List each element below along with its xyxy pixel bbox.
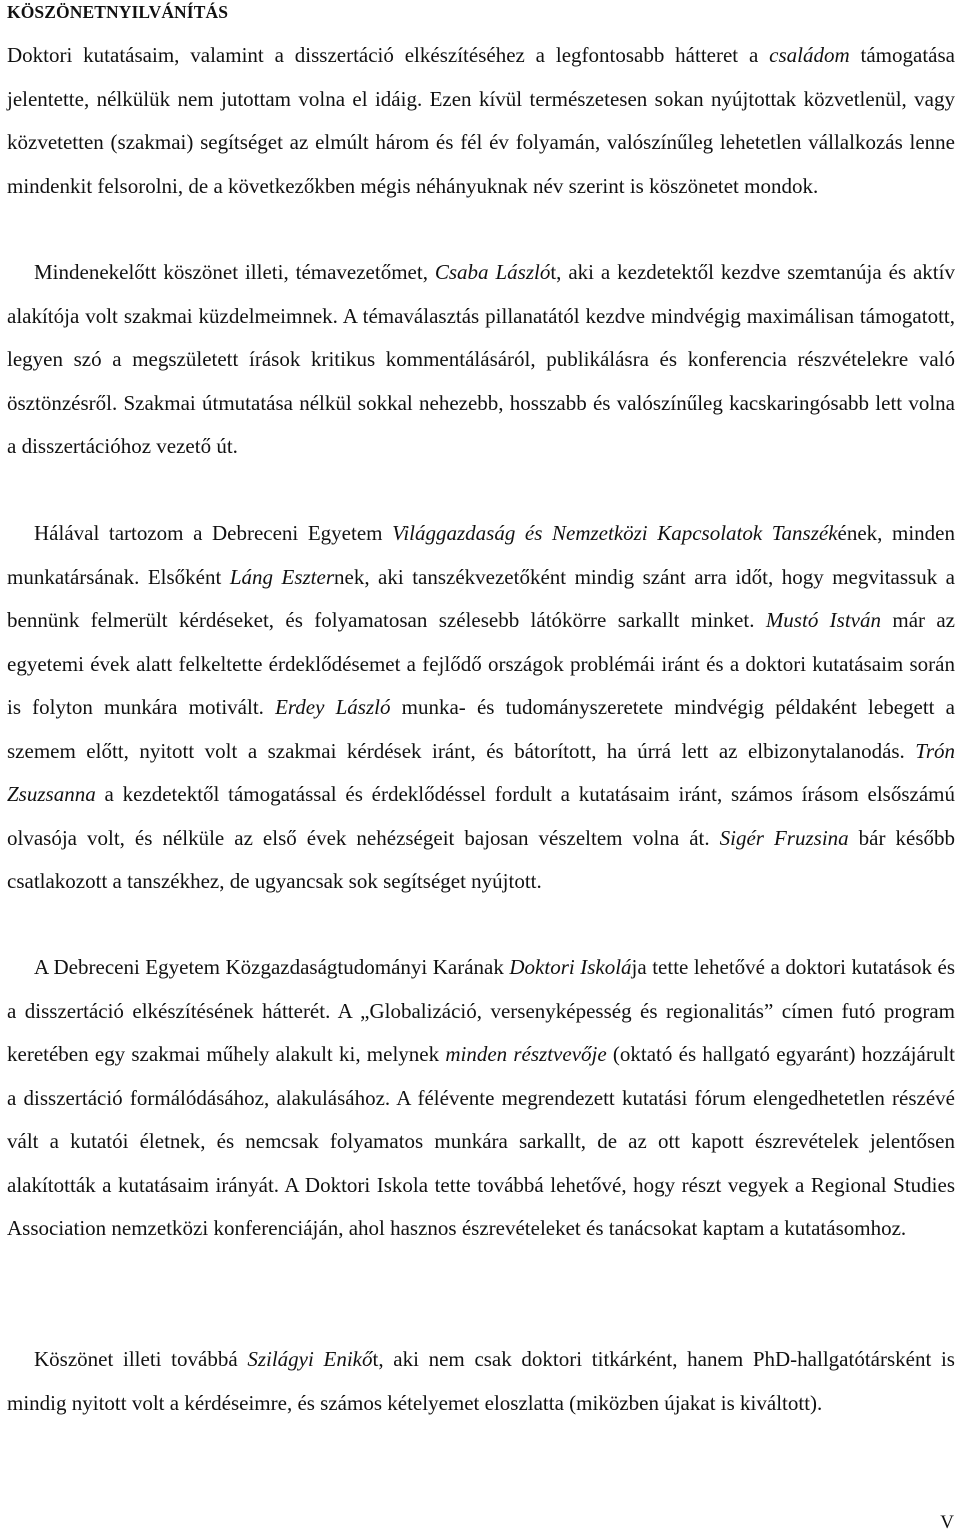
text-run: A Debreceni Egyetem Közgazdaságtudományi Karának <box>34 955 510 979</box>
text-run: t, aki nem csak doktori titkárként, hanem PhD-hallgatótársként is mindig nyitott volt a kérdéseimre, és számos kételyemet eloszlatta (miközben újakat is kiváltott). <box>7 1347 955 1415</box>
text-run: Mindenekelőtt köszönet illeti, témavezetőmet, <box>34 260 435 284</box>
paragraph-intro <box>7 34 955 208</box>
emphasis-name-musto-istvan: Mustó István <box>765 608 881 632</box>
text-run: ének, minden munkatársának. Elsőként <box>7 521 955 589</box>
text-run: támogatása jelentette, nélkülük nem jutottam volna el idáig. Ezen kívül természetesen sokan nyújtottak közvetlenül, vagy közvetetten (szakmai) segítséget az elmúlt három és fél év folyamán, valószínűleg lehetetlen vállalkozás lenne mindenkit felsorolni, de a következőkben mégis néhányuknak név szerint is köszönetet mondok. <box>7 43 955 198</box>
text-run: Köszönet illeti továbbá <box>34 1347 248 1371</box>
paragraph-supervisor <box>7 251 955 469</box>
page-number: V <box>940 1512 954 1533</box>
emphasis-name-csaba-laszlo: Csaba László <box>434 260 551 284</box>
emphasis-name-siger-fruzsina: Sigér Fruzsina <box>719 825 849 850</box>
emphasis-name-szilagyi-eniko: Szilágyi Enikő <box>247 1347 373 1371</box>
emphasis-name-tron-zsuzsanna: Trón Zsuzsanna <box>7 738 955 806</box>
text-run: ja tette lehetővé a doktori kutatások és a disszertáció elkészítésének hátterét. A „Globalizáció, versenyképesség és regionalitás” címen futó program keretében egy szakmai műhely alakult ki, melynek <box>7 955 956 1066</box>
emphasis-name-erdey-laszlo: Erdey László <box>275 695 391 719</box>
text-run: Hálával tartozom a Debreceni Egyetem <box>34 521 393 545</box>
text-run: munka- és tudományszeretete mindvégig példaként lebegett a szemem előtt, nyitott volt a szakmai kérdések iránt, és bátorított, ha úrrá lett az elbizonytalanodás. <box>7 695 955 763</box>
text-run: nek, aki tanszékvezetőként mindig szánt arra időt, hogy megvitassuk a bennünk felmerült kérdéseket, és folyamatosan szélesebb látókörre sarkallt minket. <box>7 564 955 632</box>
text-run: t, aki a kezdetektől kezdve szemtanúja és aktív alakítója volt szakmai küzdelmeimnek. A témaválasztás pillanatától kezdve mindvégig maximálisan támogatott, legyen szó a megszületett írások kritikus kommentálásáról, publikálásra és konferencia részvételekre való ösztönzésről. Szakmai útmutatása nélkül sokkal nehezebb, hosszabb és valószínűleg kacskaringósabb lett volna a disszertációhoz vezető út. <box>7 260 955 458</box>
emphasis-name-lang-eszter: Láng Eszter <box>229 564 334 589</box>
text-run: (oktató és hallgató egyaránt) hozzájárult a disszertáció formálódásához, alakulásához. A félévente megrendezett kutatási fórum elengedhetetlen részévé vált a kutatói életnek, és nemcsak folyamatos munkára sarkallt, de az ott kapott észrevételek jelentősen alakították a kutatásaim irányát. A Doktori Iskola tette továbbá lehetővé, hogy részt vegyek a Regional Studies Association nemzetközi konferenciáján, ahol hasznos észrevételeket és tanácsokat kaptam a kutatásomhoz. <box>7 1042 955 1240</box>
text-run: bár később csatlakozott a tanszékhez, de ugyancsak sok segítséget nyújtott. <box>7 825 955 893</box>
emphasis-all-participants: minden résztvevője <box>445 1042 607 1066</box>
emphasis-doctoral-school: Doktori Iskolá <box>509 955 632 979</box>
paragraph-doctoral-school <box>7 946 955 1251</box>
page-heading: KÖSZÖNETNYILVÁNÍTÁS <box>7 2 229 22</box>
text-run: a kezdetektől támogatással és érdeklődéssel fordult a kutatásaim iránt, számos írásom elsőszámú olvasója volt, és nélküle az első évek nehézségeit bajosan vészeltem volna át. <box>7 782 955 850</box>
text-run: Doktori kutatásaim, valamint a disszertáció elkészítéséhez a legfontosabb hátteret a <box>7 43 770 67</box>
text-run: már az egyetemi évek alatt felkeltette érdeklődésemet a fejlődő országok problémái iránt és a doktori kutatásaim során is folyton munkára motivált. <box>7 608 956 719</box>
emphasis-department-name: Világgazdaság és Nemzetközi Kapcsolatok Tanszék <box>392 521 838 545</box>
paragraph-department <box>7 512 955 904</box>
emphasis-family: családom <box>769 43 850 67</box>
paragraph-secretary <box>7 1338 955 1425</box>
